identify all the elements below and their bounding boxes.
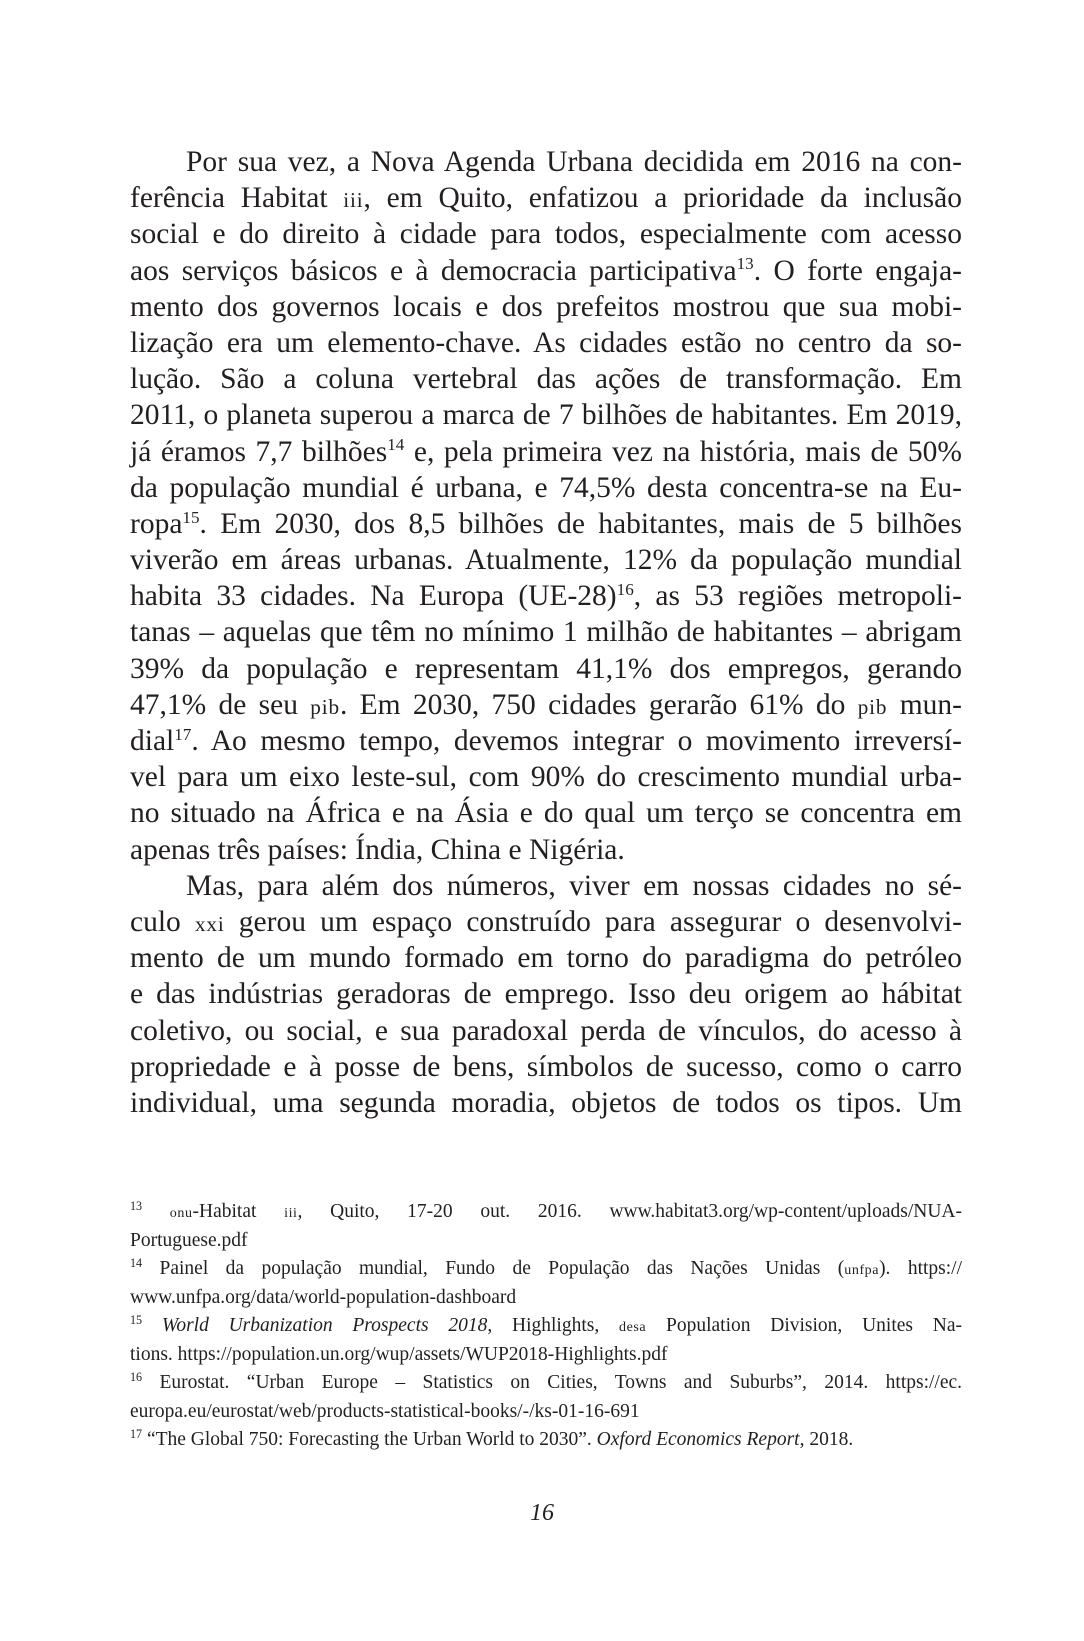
text-line: culo xxi gerou um espaço construído para assegurar o desenvolvi-	[130, 905, 962, 938]
main-text	[130, 144, 962, 1121]
text-line: ferência Habitat iii, em Quito, enfatizou a prioridade da inclusão	[130, 182, 962, 215]
footnote-line: $^{15}$ World Urbanization Prospects 2018, Highlights, desa Population Division, Unites Na-	[130, 1312, 963, 1336]
text-line: Por sua vez, a Nova Agenda Urbana decidida em 2016 na con-	[186, 146, 962, 178]
text-line: lução. São a coluna vertebral das ações de transformação. Em	[130, 363, 962, 396]
text-line: vel para um eixo leste-sul, com 90% do crescimento mundial urba-	[130, 761, 962, 794]
footnotes	[130, 1198, 962, 1455]
text-line: e das indústrias geradoras de emprego. Isso deu origem ao hábitat	[130, 978, 962, 1011]
text-line: Mas, para além dos números, viver em nossas cidades no sé-	[186, 869, 962, 902]
text-line: tanas – aquelas que têm no mínimo 1 milhão de habitantes – abrigam	[130, 616, 962, 649]
footnote-16	[130, 1369, 962, 1426]
text-line: social e do direito à cidade para todos, especialmente com acesso	[130, 218, 962, 251]
text-line: viverão em áreas urbanas. Atualmente, 12% da população mundial	[130, 544, 962, 577]
footnote-ref: 17	[174, 724, 192, 744]
text-line: já éramos 7,7 bilhões$^{14}$ e, pela primeira vez na história, mais de 50%	[130, 435, 962, 468]
footnote-15	[130, 1312, 962, 1369]
footnote-line: $^{13}$ onu-Habitat iii, Quito, 17-20 out. 2016. www.habitat3.org/wp-content/uploads/NUA-	[130, 1198, 963, 1222]
footnote-13	[130, 1198, 962, 1255]
footnote-line: $^{14}$ Painel da população mundial, Fundo de População das Nações Unidas (unfpa). https://	[130, 1255, 963, 1279]
footnote-line: europa.eu/eurostat/web/products-statistical-books/-/ks-01-16-691	[130, 1400, 640, 1422]
footnote-ref: 16	[616, 579, 634, 599]
text-line: dial$^{17}$. Ao mesmo tempo, devemos integrar o movimento irreversí-	[130, 724, 962, 757]
page-number: 16	[530, 1500, 554, 1526]
footnote-line: Portuguese.pdf	[130, 1229, 248, 1251]
footnote-ref: 14	[387, 435, 405, 455]
paragraph-2	[130, 868, 962, 1121]
text-line: 2011, o planeta superou a marca de 7 bilhões de habitantes. Em 2019,	[130, 399, 962, 432]
text-line: da população mundial é urbana, e 74,5% desta concentra-se na Eu-	[130, 471, 962, 504]
text-line: 47,1% de seu pib. Em 2030, 750 cidades gerarão 61% do pib mun-	[130, 688, 962, 721]
footnote-line: tions. https://population.un.org/wup/assets/WUP2018-Highlights.pdf	[130, 1343, 668, 1365]
text-line: 39% da população e representam 41,1% dos empregos, gerando	[130, 652, 962, 685]
text-line: coletivo, ou social, e sua paradoxal perda de vínculos, do acesso à	[130, 1014, 962, 1047]
footnote-line: www.unfpa.org/data/world-population-dashboard	[130, 1286, 517, 1308]
footnote-line: $^{17}$ “The Global 750: Forecasting the Urban World to 2030”. Oxford Economics Report, 2018.	[130, 1426, 854, 1450]
footnote-number: 13	[130, 1198, 143, 1213]
footnote-line: $^{16}$ Eurostat. “Urban Europe – Statistics on Cities, Towns and Suburbs”, 2014. https://ec.	[130, 1369, 963, 1393]
footnote-number: 15	[130, 1312, 143, 1327]
paragraph-1	[130, 144, 962, 868]
footnote-14	[130, 1255, 962, 1312]
text-line: lização era um elemento-chave. As cidades estão no centro da so-	[130, 326, 962, 359]
footnote-number: 14	[130, 1255, 143, 1270]
text-line: ropa$^{15}$. Em 2030, dos 8,5 bilhões de habitantes, mais de 5 bilhões	[130, 507, 962, 540]
text-line: mento dos governos locais e dos prefeitos mostrou que sua mobi-	[130, 290, 962, 323]
footnote-ref: 13	[736, 254, 754, 274]
footnote-ref: 15	[182, 507, 200, 527]
text-line: habita 33 cidades. Na Europa $(UE-28)^{16}$, as 53 regiões metropoli-	[130, 579, 962, 613]
text-line: aos serviços básicos e à democracia participativa$^{13}$. O forte engaja-	[130, 254, 962, 287]
footnote-number: 17	[130, 1426, 143, 1441]
footnote-17	[130, 1426, 962, 1455]
text-line: apenas três países: Índia, China e Nigéria.	[130, 833, 625, 866]
text-line: no situado na África e na Ásia e do qual um terço se concentra em	[130, 797, 962, 830]
text-line: propriedade e à posse de bens, símbolos de sucesso, como o carro	[130, 1050, 962, 1083]
footnote-number: 16	[130, 1369, 143, 1384]
text-line: mento de um mundo formado em torno do paradigma do petróleo	[130, 942, 962, 975]
text-line: individual, uma segunda moradia, objetos de todos os tipos. Um	[130, 1086, 962, 1119]
